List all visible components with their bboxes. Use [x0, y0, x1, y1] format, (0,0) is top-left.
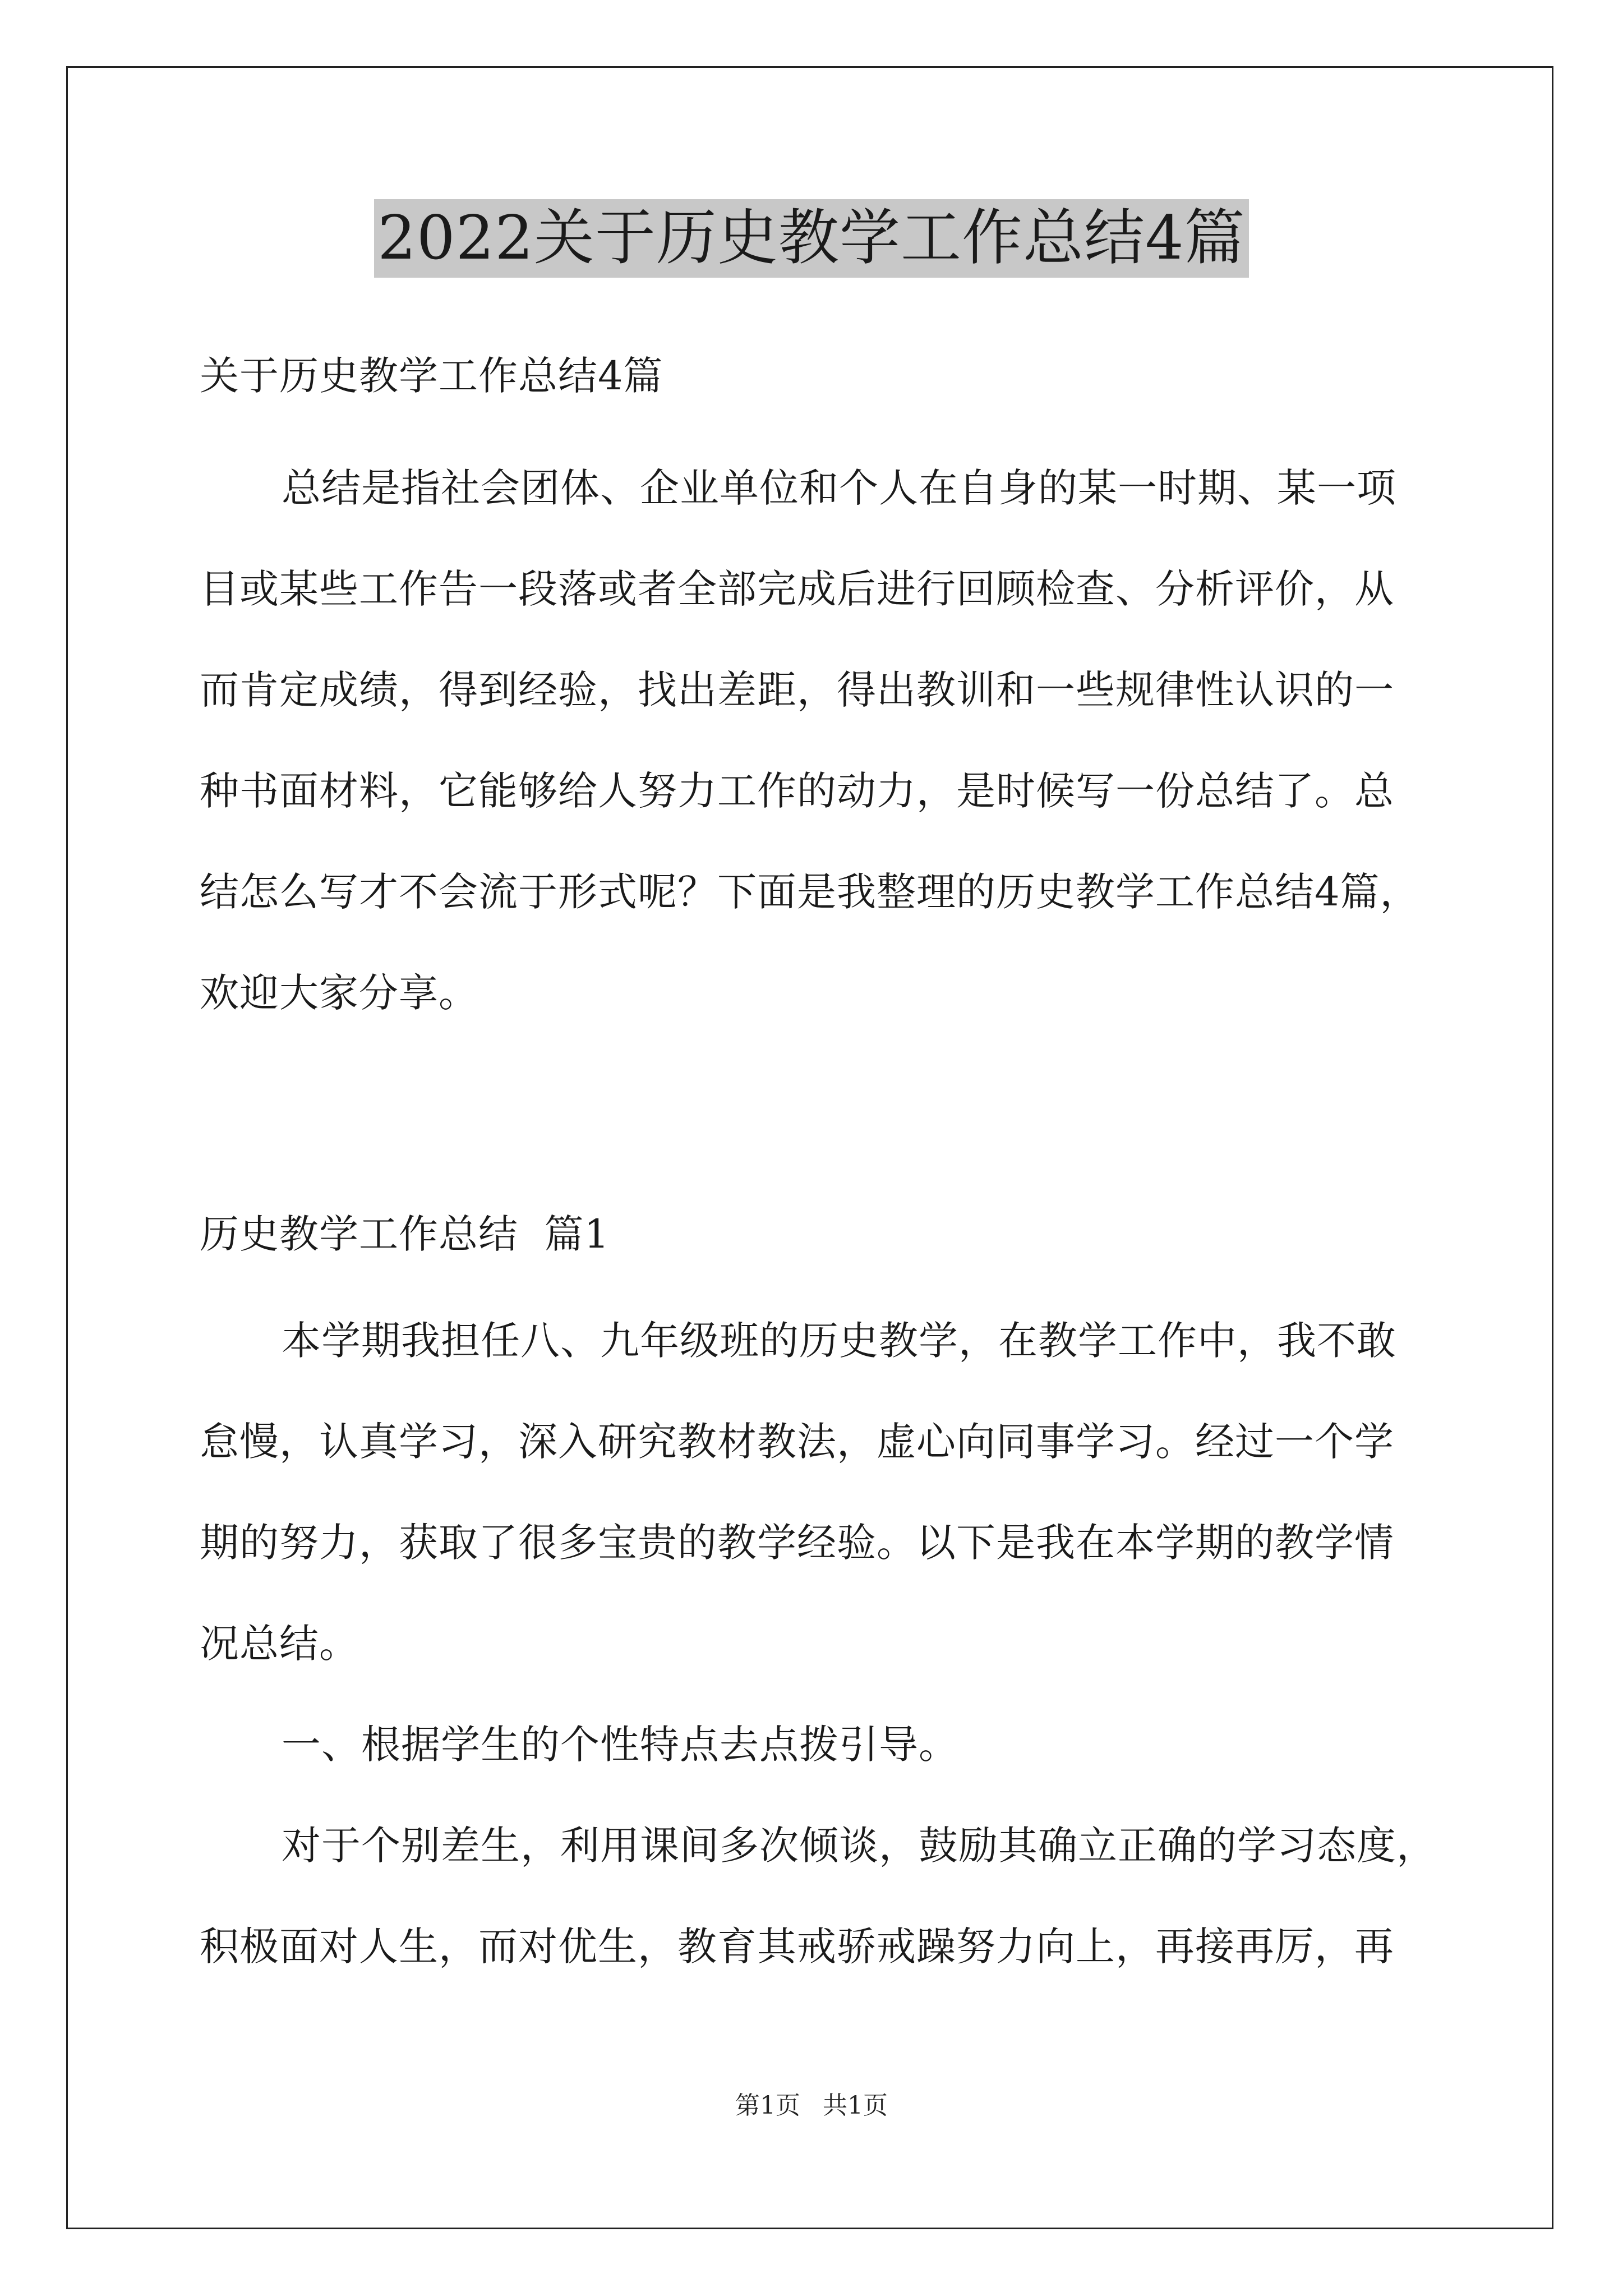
point-paragraph [200, 1694, 1456, 1795]
paragraph-line: 期的努力，获取了很多宝贵的教学经验。以下是我在本学期的教学情 [200, 1520, 1394, 1566]
page-footer [0, 2089, 1623, 2123]
page-number-current: 第1页 [735, 2091, 800, 2120]
title-container [0, 199, 1623, 278]
subtitle-block [200, 325, 1456, 426]
page-number-total: 共1页 [823, 2091, 888, 2120]
paragraph-line: 而肯定成绩，得到经验，找出差距，得出教训和一些规律性认识的一 [200, 667, 1394, 713]
document-subtitle: 关于历史教学工作总结4篇 [200, 353, 663, 399]
point-heading: 一、根据学生的个性特点去点拨引导。 [282, 1722, 958, 1768]
paragraph-line: 种书面材料，它能够给人努力工作的动力，是时候写一份总结了。总 [200, 768, 1394, 814]
section-heading-block [200, 1184, 1456, 1285]
paragraph-line: 况总结。 [200, 1621, 359, 1667]
paragraph-line: 怠慢，认真学习，深入研究教材教法，虚心向同事学习。经过一个学 [200, 1419, 1394, 1465]
paragraph-line: 本学期我担任八、九年级班的历史教学，在教学工作中，我不敢 [282, 1318, 1396, 1364]
paragraph-line: 目或某些工作告一段落或者全部完成后进行回顾检查、分析评价，从 [200, 566, 1394, 612]
paragraph-line: 对于个别差生，利用课间多次倾谈，鼓励其确立正确的学习态度， [282, 1823, 1436, 1869]
paragraph-line: 欢迎大家分享。 [200, 970, 478, 1016]
document-title: 2022关于历史教学工作总结4篇 [374, 199, 1249, 278]
intro-paragraph [200, 438, 1456, 1043]
section1-paragraph [200, 1290, 1456, 1694]
paragraph-line: 总结是指社会团体、企业单位和个人在自身的某一时期、某一项 [282, 465, 1396, 511]
paragraph-line: 结怎么写才不会流于形式呢？下面是我整理的历史教学工作总结4篇， [200, 869, 1420, 915]
paragraph-3 [200, 1795, 1456, 1997]
section-heading: 历史教学工作总结 篇1 [200, 1211, 610, 1257]
paragraph-line: 积极面对人生，而对优生，教育其戒骄戒躁努力向上，再接再厉，再 [200, 1924, 1394, 1970]
